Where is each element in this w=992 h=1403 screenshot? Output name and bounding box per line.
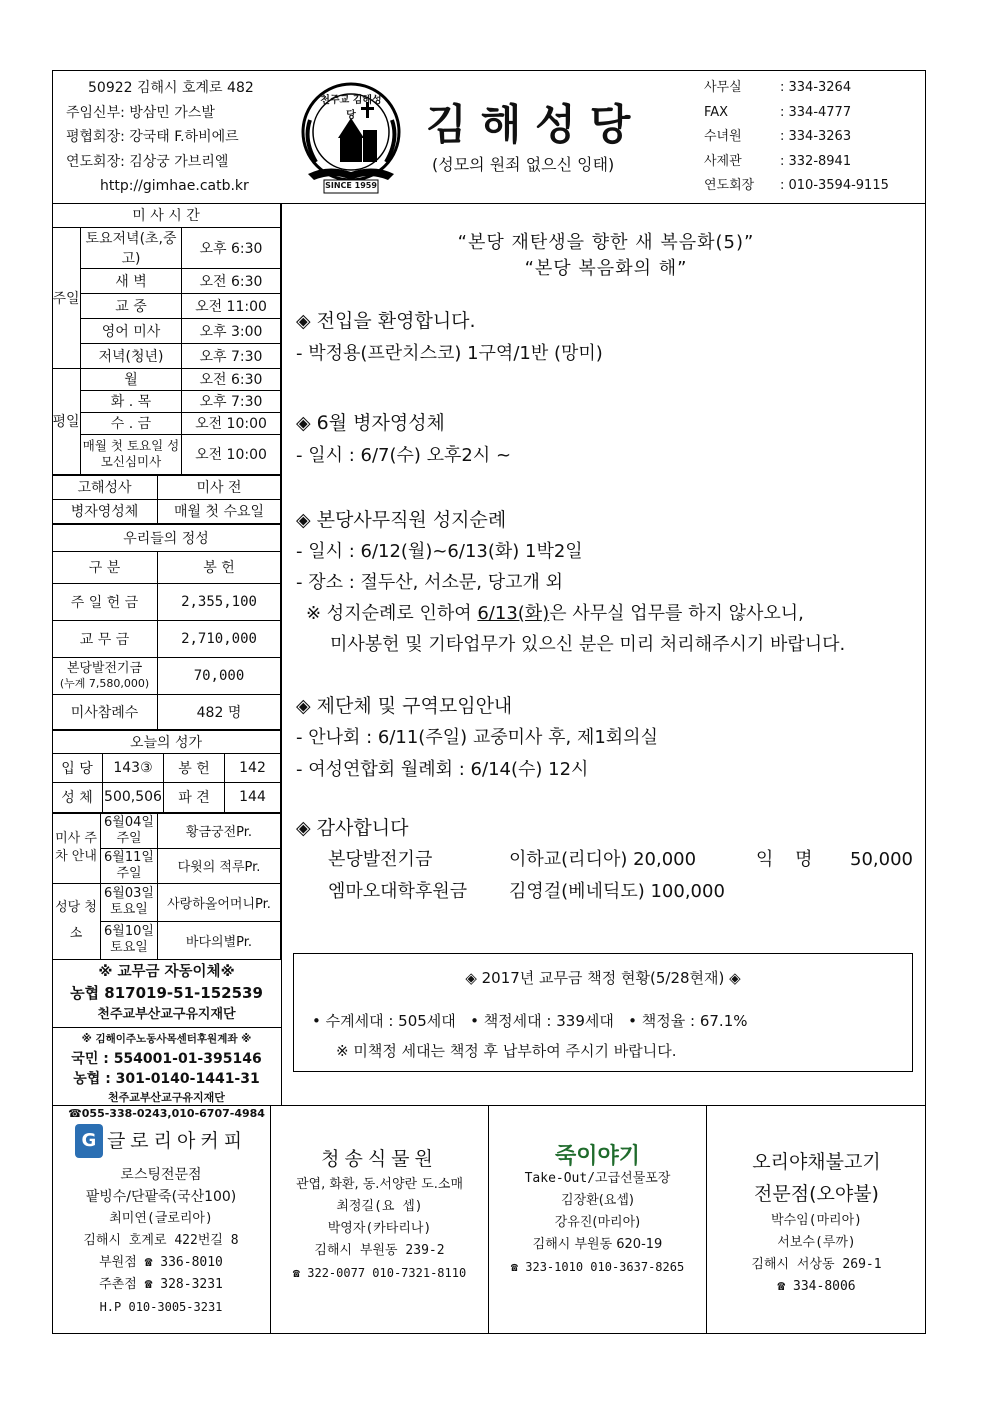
ad-line: 서보수(루까) [777,1235,856,1250]
logo-since: SINCE 1959 [325,181,377,190]
contact-convent [704,125,889,150]
hymn-number: 500,506 [103,782,164,812]
ad-line: 박영자(카타리나) [327,1221,432,1236]
duty-group: 황금궁전Pr. [158,813,281,848]
hymn-number: 143③ [103,753,164,782]
duty-group: 다윗의 적루Pr. [158,848,281,883]
ad-line: ☎ 323-1010 010-3637-8265 [510,1260,685,1274]
ad-line: ☎ 334-8006 [777,1279,856,1294]
thanks-row [296,844,916,876]
pilgrimage-note-2: 미사봉헌 및 기타업무가 있으신 분은 미리 처리해주시기 바랍니다. [330,634,846,655]
hymn-label: 성 체 [52,782,103,812]
contact-label-text: 수녀원 [704,129,742,144]
groups-line: - 여성연합회 월례회 : 6/14(수) 12시 [296,759,589,780]
theme-line-2: “본당 복음화의 해” [524,258,688,279]
hymns-table [52,730,281,813]
dues-status-note: ※ 미책정 세대는 책정 후 납부하여 주시기 바랍니다. [336,1042,677,1060]
ad-line: 김장환(요셉) [561,1193,634,1208]
duty-group: 바다의별Pr. [158,921,281,959]
auto-transfer-owner: 천주교부산교구유지재단 [97,1006,236,1022]
contact-value: : 334-3264 [780,80,852,95]
auto-transfer-title: ※ 교무금 자동이체※ [98,963,235,980]
offering-label [52,657,158,694]
contact-list [704,76,889,199]
mass-name: 토요저녁(초,중고) [81,227,182,268]
confession-label: 고해성사 [52,475,158,499]
ad-line: 로스팅전문점 [120,1167,202,1183]
sick-communion-label: 병자영성체 [52,499,158,523]
offering-value: 70,000 [158,657,281,694]
notice-welcome [296,306,916,365]
mass-guide-label: 미사 주차 안내 [52,813,101,883]
contact-label-text: FAX [704,104,729,120]
ad-line: ☎ 322-0077 010-7321-8110 [292,1266,467,1280]
parish-logo [288,80,414,198]
ad-gloria-coffee [52,1106,271,1334]
pilgrimage-note-post: 은 사무실 업무를 하지 않사오니, [549,603,804,624]
contact-value: : 334-3263 [780,129,852,144]
pilgrimage-place: - 장소 : 절두산, 서소문, 당고개 외 [296,572,563,593]
ad-line: 김해시 서상동 269-1 [751,1257,882,1272]
ad-name: 글로리아커피 [106,1130,248,1152]
duty-date: 6월11일 주일 [101,848,158,883]
mass-name: 영어 미사 [81,318,182,343]
ad-line: 박수임(마리아) [770,1213,862,1228]
offerings-table [52,524,281,730]
mass-time: 오후 3:00 [182,318,281,343]
contact-label [704,150,776,175]
duty-date: 6월03일 토요일 [101,883,158,921]
thanks-row [296,876,916,908]
ad-line: 최미연(글로리아) [109,1211,213,1226]
dues-status-line: • 수계세대 : 505세대 • 책정세대 : 339세대 • 책정율 : 67.1% [312,1012,748,1030]
thanks-fund: 본당발전기금 [328,849,433,870]
duty-date: 6월04일 주일 [101,813,158,848]
mass-time: 오전 6:30 [182,268,281,293]
logo-text: 천주교 김해성당 [320,95,382,121]
page-subtitle: (성모의 원죄 없으신 잉태) [432,155,615,174]
auto-transfer-account: 농협 817019-51-152539 [70,983,263,1002]
mass-name: 매월 첫 토요일 성모신심미사 [81,434,182,474]
ad-name-2: 전문점(오야불) [754,1183,879,1205]
welcome-line: - 박정용(프란치스코) 1구역/1반 (망미) [296,343,603,364]
offering-label: 미사참례수 [52,694,158,729]
welcome-heading: ◈ 전입을 환영합니다. [296,310,476,332]
contact-label [704,101,776,126]
mass-time: 오전 11:00 [182,293,281,318]
mass-name: 교 중 [81,293,182,318]
hymn-label: 파 견 [164,782,225,812]
offerings-col1: 구 분 [52,551,158,583]
auto-transfer-box [52,960,281,1028]
offering-label: 주 일 헌 금 [52,583,158,620]
ad-line: 김해시 부원동 239-2 [314,1243,445,1258]
contact-label-text: 사제관 [704,153,742,169]
duty-date: 6월10일 토요일 [101,921,158,959]
pilgrimage-note [296,598,916,629]
sunday-label: 주일 [52,227,81,368]
ad-line: 강유진(마리아) [554,1215,641,1230]
ad-line: 김해시 호계로 422번길 8 [83,1233,239,1248]
main-content [296,228,916,280]
ad-line: 관엽, 화환, 동.서양란 도.소매 [295,1177,464,1192]
offerings-heading: 우리들의 정성 [52,524,281,551]
notice-thanks [296,812,916,908]
coffee-logo-icon: G [75,1124,103,1158]
offerings-col2: 봉 헌 [158,551,281,583]
ad-name: 청송식물원 [321,1148,438,1170]
hymn-number: 144 [225,782,281,812]
mass-time: 오후 6:30 [182,227,281,268]
contact-office [704,76,889,101]
mass-times-table [52,203,281,475]
contact-fax [704,101,889,126]
hymn-label: 봉 헌 [164,753,225,782]
labor-center-phone: ☎055-338-0243,010-6707-4984 [68,1106,265,1120]
ad-name: 오리야채불고기 [752,1151,881,1173]
labor-center-kb: 국민 : 554001-01-395146 [71,1050,262,1067]
ad-line: 부원점 ☎ 336-8010 [99,1255,223,1270]
thanks-fund: 엠마오대학후원금 [328,881,468,902]
hymn-number: 142 [225,753,281,782]
ad-line: H.P 010-3005-3231 [99,1300,223,1314]
mass-times-heading: 미 사 시 간 [52,203,281,227]
mass-name: 저녁(청년) [81,343,182,368]
dues-status-title: ◈ 2017년 교무금 책정 현황(5/28현재) ◈ [465,969,741,987]
groups-line: - 안나회 : 6/11(주일) 교중미사 후, 제1회의실 [296,727,658,748]
page-title: 김해성당 [426,100,645,149]
contact-label [704,76,776,101]
sick-communion-value: 매월 첫 수요일 [158,499,281,523]
labor-center-title: ※ 김해이주노동사목센터후원계좌 ※ [81,1032,252,1045]
sick-communion-line: - 일시 : 6/7(수) 오후2시 ~ [296,445,512,466]
pilgrimage-heading: ◈ 본당사무직원 성지순례 [296,509,507,531]
groups-heading: ◈ 제단체 및 구역모임안내 [296,695,513,717]
thanks-donor: 김영걸(베네딕도) 100,000 [509,881,725,902]
offering-label: 교 무 금 [52,620,158,657]
duty-group: 사랑하올어머니Pr. [158,883,281,921]
pastor: 주임신부: 방삼민 가스발 [66,104,215,121]
hymn-label: 입 당 [52,753,103,782]
council-president: 평협회장: 강국태 F.하비에르 [66,129,239,145]
thanks-heading: ◈ 감사합니다 [296,817,409,839]
thanks-donor: 이하교(리디아) 20,000 [509,849,697,870]
offering-value: 2,355,100 [158,583,281,620]
header-info [66,76,254,199]
ad-juk-story [489,1106,707,1334]
sacrament-table [52,475,281,524]
cleaning-label: 성당 청소 [52,883,101,959]
ad-cheongsong-nursery [271,1106,489,1334]
notice-groups [296,690,916,786]
thanks-amount: 50,000 [850,849,913,870]
pilgrimage-date: - 일시 : 6/12(월)~6/13(화) 1박2일 [296,541,583,562]
mass-time: 오전 10:00 [182,434,281,474]
contact-label-text: 사무실 [704,80,742,95]
confession-value: 미사 전 [158,475,281,499]
notice-pilgrimage [296,505,916,660]
left-column [52,203,282,1120]
offering-value: 2,710,000 [158,620,281,657]
ad-header [52,1124,270,1158]
mass-name: 새 벽 [81,268,182,293]
ad-line: 최정길(요 셉) [336,1199,423,1214]
dues-status-box [293,953,913,1072]
mass-time: 오후 7:30 [182,390,281,412]
contact-value: : 010-3594-9115 [780,178,889,193]
offering-label-main: 본당발전기금 [66,660,143,676]
mass-name: 수 . 금 [81,412,182,434]
contact-value: : 334-4777 [780,104,852,120]
sick-communion-heading: ◈ 6월 병자영성체 [296,412,445,434]
mass-name: 화 . 목 [81,390,182,412]
website-link[interactable]: http://gimhae.catb.kr [100,178,249,194]
mass-time: 오전 10:00 [182,412,281,434]
pilgrimage-note-date: 6/13(화) [477,603,550,624]
thanks-donor-anon: 익 명 [756,849,813,870]
ad-line: 주촌점 ☎ 328-3231 [99,1277,223,1292]
labor-center-owner: 천주교부산교구유지재단 [108,1090,225,1104]
contact-label [704,125,776,150]
duties-table [52,813,281,960]
mass-time: 오전 6:30 [182,368,281,390]
contact-label-text: 연도회장 [704,178,755,193]
ad-name: 죽이야기 [554,1144,640,1169]
notice-sick-communion [296,408,916,467]
contact-value: : 332-8941 [780,153,852,169]
mass-time: 오후 7:30 [182,343,281,368]
ad-line: Take-Out/고급선물포장 [524,1171,671,1186]
weekday-label: 평일 [52,368,81,474]
address: 50922 김해시 호계로 482 [88,80,254,96]
contact-rectory [704,150,889,175]
league-president: 연도회장: 김상궁 가브리엘 [66,153,229,170]
theme-line-1: “본당 재탄생을 향한 새 복음화(5)” [457,232,755,253]
ad-duck-bulgogi [707,1106,926,1334]
ad-line: 김해시 부원동 620-19 [532,1237,663,1252]
pilgrimage-note-pre: ※ 성지순례로 인하여 [306,603,478,624]
mass-name: 월 [81,368,182,390]
ad-line: 팥빙수/단팥죽(국산100) [85,1189,237,1205]
offering-label-sub: (누계 7,580,000) [59,676,150,690]
contact-league [704,174,889,199]
labor-center-nh: 농협 : 301-0140-1441-31 [73,1070,260,1087]
hymns-heading: 오늘의 성가 [52,730,281,753]
contact-label [704,174,776,199]
offering-value: 482 명 [158,694,281,729]
